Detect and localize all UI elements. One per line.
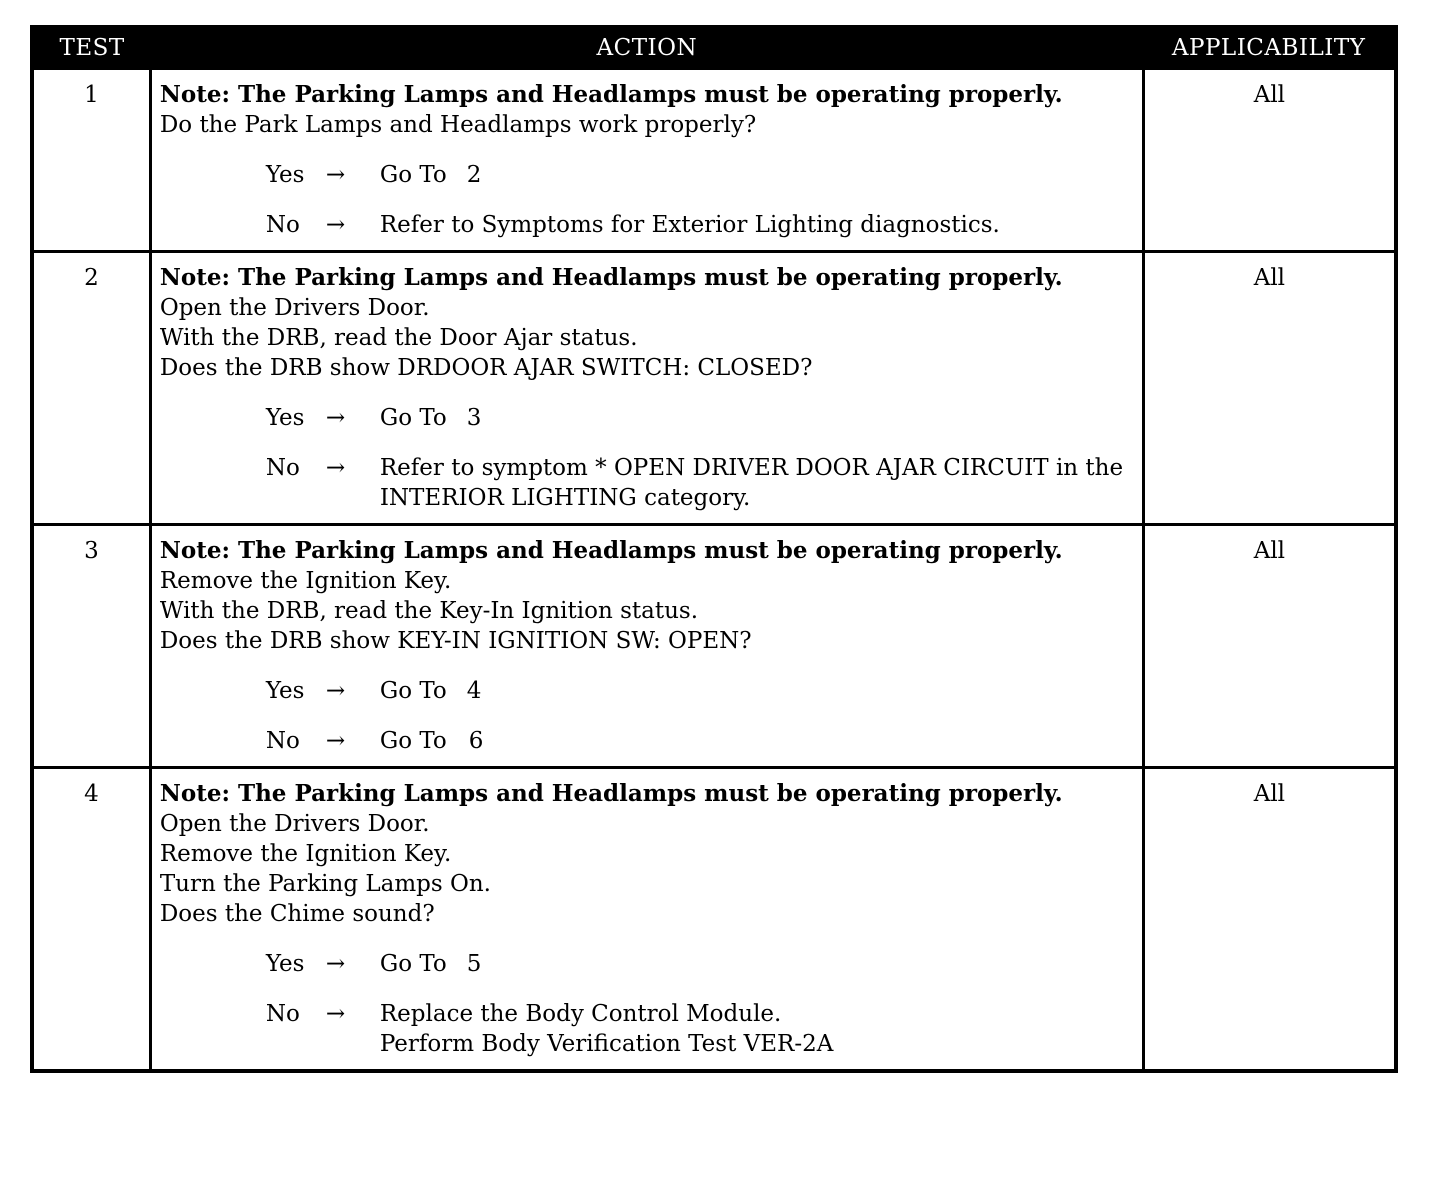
action-cell bbox=[150, 69, 1143, 252]
test-number: 4 bbox=[32, 768, 150, 1072]
header-applicability: APPLICABILITY bbox=[1143, 27, 1396, 69]
yes-label: Yes bbox=[265, 951, 305, 977]
right-arrow-icon: → bbox=[325, 728, 346, 754]
table-header-row bbox=[32, 27, 1396, 69]
table-row bbox=[32, 768, 1396, 1072]
test-number: 1 bbox=[32, 69, 150, 252]
no-label: No bbox=[265, 212, 300, 238]
no-result: Refer to symptom * OPEN DRIVER DOOR AJAR CIRCUIT in the INTERIOR LIGHTING category. bbox=[379, 455, 1124, 511]
yes-label: Yes bbox=[265, 405, 305, 431]
step-text: Open the Drivers Door. bbox=[159, 295, 430, 321]
note-text: Note: The Parking Lamps and Headlamps must be operating properly. bbox=[159, 780, 1063, 807]
no-label: No bbox=[265, 455, 300, 481]
table-row bbox=[32, 69, 1396, 252]
applicability-cell: All bbox=[1143, 252, 1396, 525]
no-option bbox=[266, 453, 1138, 513]
yes-option bbox=[266, 949, 1138, 979]
yes-label: Yes bbox=[265, 162, 305, 188]
right-arrow-icon: → bbox=[325, 1001, 346, 1027]
step-text: With the DRB, read the Key-In Ignition status. bbox=[159, 598, 699, 624]
step-text: With the DRB, read the Door Ajar status. bbox=[159, 325, 638, 351]
yes-result: Go To 2 bbox=[379, 162, 482, 188]
applicability-cell: All bbox=[1143, 525, 1396, 768]
yes-option bbox=[266, 676, 1138, 706]
step-text: Does the Chime sound? bbox=[159, 901, 435, 927]
note-text: Note: The Parking Lamps and Headlamps must be operating properly. bbox=[159, 537, 1063, 564]
yes-result: Go To 4 bbox=[379, 678, 482, 704]
no-option bbox=[266, 726, 1138, 756]
test-number: 2 bbox=[32, 252, 150, 525]
right-arrow-icon: → bbox=[325, 405, 346, 431]
step-text: Turn the Parking Lamps On. bbox=[159, 871, 491, 897]
step-text: Remove the Ignition Key. bbox=[159, 841, 452, 867]
right-arrow-icon: → bbox=[325, 212, 346, 238]
no-label: No bbox=[265, 1001, 300, 1027]
right-arrow-icon: → bbox=[325, 455, 346, 481]
yes-option bbox=[266, 403, 1138, 433]
right-arrow-icon: → bbox=[325, 678, 346, 704]
header-test: TEST bbox=[32, 27, 150, 69]
no-option bbox=[266, 210, 1138, 240]
applicability-cell: All bbox=[1143, 768, 1396, 1072]
right-arrow-icon: → bbox=[325, 162, 346, 188]
diagnostic-test-table bbox=[30, 25, 1398, 1073]
step-text: Do the Park Lamps and Headlamps work properly? bbox=[159, 112, 757, 138]
step-text: Open the Drivers Door. bbox=[159, 811, 430, 837]
action-cell bbox=[150, 252, 1143, 525]
no-label: No bbox=[265, 728, 300, 754]
yes-result: Go To 3 bbox=[379, 405, 482, 431]
right-arrow-icon: → bbox=[325, 951, 346, 977]
step-text: Does the DRB show KEY-IN IGNITION SW: OPEN? bbox=[159, 628, 752, 654]
table-row bbox=[32, 252, 1396, 525]
applicability-cell: All bbox=[1143, 69, 1396, 252]
action-cell bbox=[150, 768, 1143, 1072]
note-text: Note: The Parking Lamps and Headlamps must be operating properly. bbox=[159, 264, 1063, 291]
yes-result: Go To 5 bbox=[379, 951, 482, 977]
yes-option bbox=[266, 160, 1138, 190]
action-cell bbox=[150, 525, 1143, 768]
step-text: Remove the Ignition Key. bbox=[159, 568, 452, 594]
no-option bbox=[266, 999, 1138, 1059]
yes-label: Yes bbox=[265, 678, 305, 704]
no-result: Refer to Symptoms for Exterior Lighting diagnostics. bbox=[379, 212, 1000, 238]
no-result: Replace the Body Control Module. Perform Body Verification Test VER-2A bbox=[379, 1001, 834, 1057]
step-text: Does the DRB show DRDOOR AJAR SWITCH: CLOSED? bbox=[159, 355, 813, 381]
header-action: ACTION bbox=[150, 27, 1143, 69]
note-text: Note: The Parking Lamps and Headlamps must be operating properly. bbox=[159, 81, 1063, 108]
table-row bbox=[32, 525, 1396, 768]
no-result: Go To 6 bbox=[379, 728, 484, 754]
test-number: 3 bbox=[32, 525, 150, 768]
